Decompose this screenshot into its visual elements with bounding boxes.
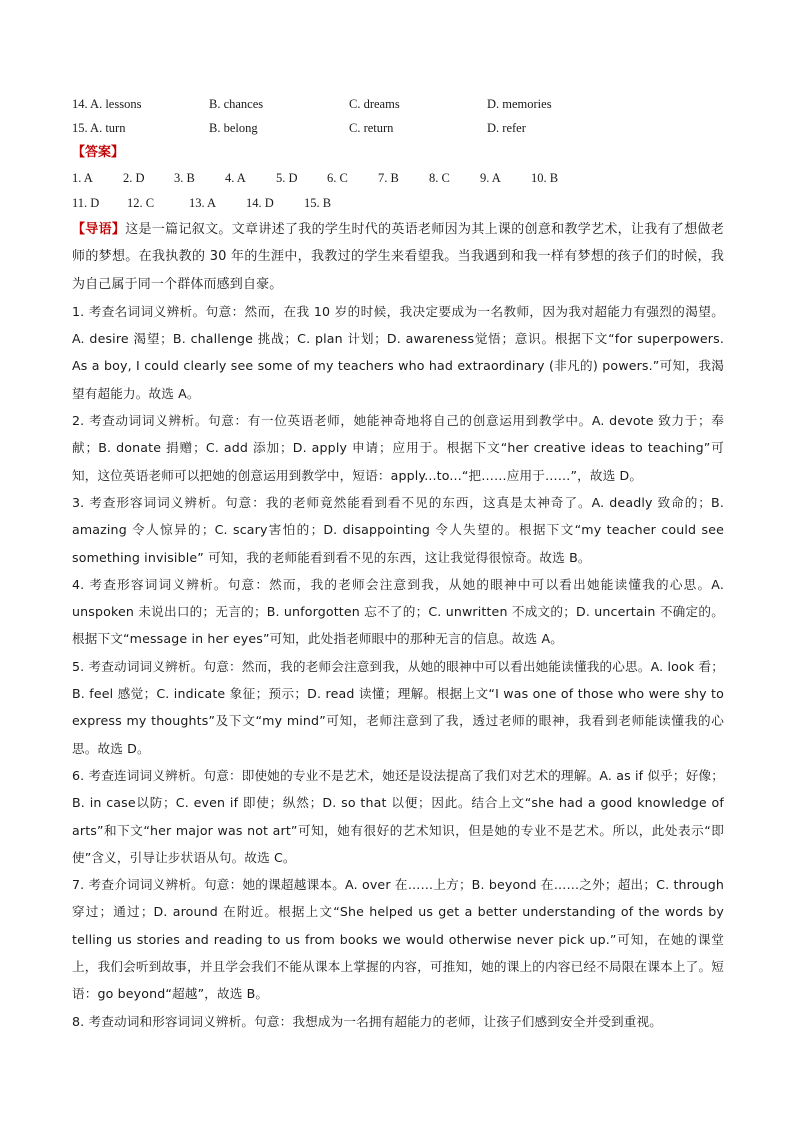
answer-item: 10. B [531,171,559,185]
answer-item: 7. B [378,171,399,185]
answer-item: 2. D [123,171,145,185]
answer-item: 8. C [429,171,450,185]
explanation-8: 8. 考查动词和形容词词义辨析。句意：我想成为一名拥有超能力的老师，让孩子们感到安全并受到重视。 [72,1013,662,1029]
guide-text: 这是一篇记叙文。文章讲述了我的学生时代的英语老师因为其上课的创意和教学艺术，让我有了想做老师的梦想。在我执教的 30 年的生涯中，我教过的学生来看望我。当我遇到和我一样有梦想的孩子们的时候，我为自己属于同一个群体而感到自豪。 [72,222,724,292]
answer-key-row-2 [72,191,724,216]
explanation-3: 3. 考查形容词词义辨析。句意：我的老师竟然能看到看不见的东西，这真是太神奇了。A. deadly 致命的；B. amazing 令人惊异的；C. scary害怕的；D. disappointing 令人失望的。根据下文“my teacher could see something invisible” 可知，我的老师能看到看不见的东西，这让我觉得很惊奇。故选 B。 [72,494,724,565]
option-b: B. belong [209,120,258,135]
explanation-4: 4. 考查形容词词义辨析。句意：然而，我的老师会注意到我，从她的眼神中可以看出她能读懂我的心思。A. unspoken 未说出口的；无言的；B. unforgotten 忘不了的；C. unwritten 不成文的；D. uncertain 不确定的。根据下文“message in her eyes”可知，此处指老师眼中的那种无言的信息。故选 A。 [72,576,724,647]
answer-item: 12. C [127,196,155,210]
answer-item: 15. B [304,196,332,210]
explanation-5: 5. 考查动词词义辨析。句意：然而，我的老师会注意到我，从她的眼神中可以看出她能读懂我的心思。A. look 看；B. feel 感觉；C. indicate 象征；预示；D. read 读懂；理解。根据上文“I was one of those who were shy to express my thoughts”及下文“my mind”可知，老师注意到了我，透过老师的眼神，我看到老师能读懂我的心思。故选 D。 [72,658,724,756]
option-d: D. memories [487,96,552,111]
explanation-1: 1. 考查名词词义辨析。句意：然而，在我 10 岁的时候，我决定要成为一名教师，因为我对超能力有强烈的渴望。A. desire 渴望；B. challenge 挑战；C. plan 计划；D. awareness觉悟；意识。根据下文“for superpowers. As a boy, I could clearly see some of my teachers who had extraordinary (非凡的) powers.”可知，我渴望有超能力。故选 A。 [72,303,724,401]
option-b: B. chances [209,96,264,111]
option-c: C. dreams [349,96,400,111]
option-a: 14. A. lessons [72,96,142,111]
answer-item: 11. D [72,196,100,210]
explanation-6: 6. 考查连词词义辨析。句意：即使她的专业不是艺术，她还是设法提高了我们对艺术的理解。A. as if 似乎；好像；B. in case以防；C. even if 即使；纵然；D. so that 以便；因此。结合上文“she had a good knowledge of arts”和下文“her major was not art”可知，她有很好的艺术知识，但是她的专业不是艺术。所以，此处表示“即使”含义，引导让步状语从句。故选 C。 [72,767,724,865]
answer-item: 9. A [480,171,501,185]
option-a: 15. A. turn [72,120,126,135]
answer-item: 13. A [189,196,217,210]
question-15-options [72,116,724,140]
question-14-options [72,92,724,116]
answer-heading: 【答案】 [72,145,125,160]
option-c: C. return [349,120,394,135]
answer-item: 6. C [327,171,348,185]
answer-item: 1. A [72,171,93,185]
answer-item: 3. B [174,171,195,185]
guide-label: 【导语】 [72,222,126,237]
guide-paragraph [72,216,724,298]
document-page [72,92,724,1035]
explanation-7: 7. 考查介词词义辨析。句意：她的课超越课本。A. over 在……上方；B. beyond 在……之外；超出；C. through 穿过；通过；D. around 在附近。根据上文“She helped us get a better understanding of the words by telling us stories and reading to us from books we would otherwise never pick up.”可知，在她的课堂上，我们会听到故事，并且学会我们不能从课本上掌握的内容，可推知，她的课上的内容已经不局限在课本上了。短语：go beyond“超越”，故选 B。 [72,877,724,1002]
answer-item: 4. A [225,171,246,185]
explanation-2: 2. 考查动词词义辨析。句意：有一位英语老师，她能神奇地将自己的创意运用到教学中。A. devote 致力于；奉献；B. donate 捐赠；C. add 添加；D. apply 申请；应用于。根据下文“her creative ideas to teaching”可知，这位英语老师可以把她的创意运用到教学中，短语：apply...to...“把……应用于……”，故选 D。 [72,413,724,483]
answer-item: 5. D [276,171,298,185]
answer-key-row-1 [72,166,724,191]
answer-item: 14. D [246,196,274,210]
option-d: D. refer [487,120,526,135]
